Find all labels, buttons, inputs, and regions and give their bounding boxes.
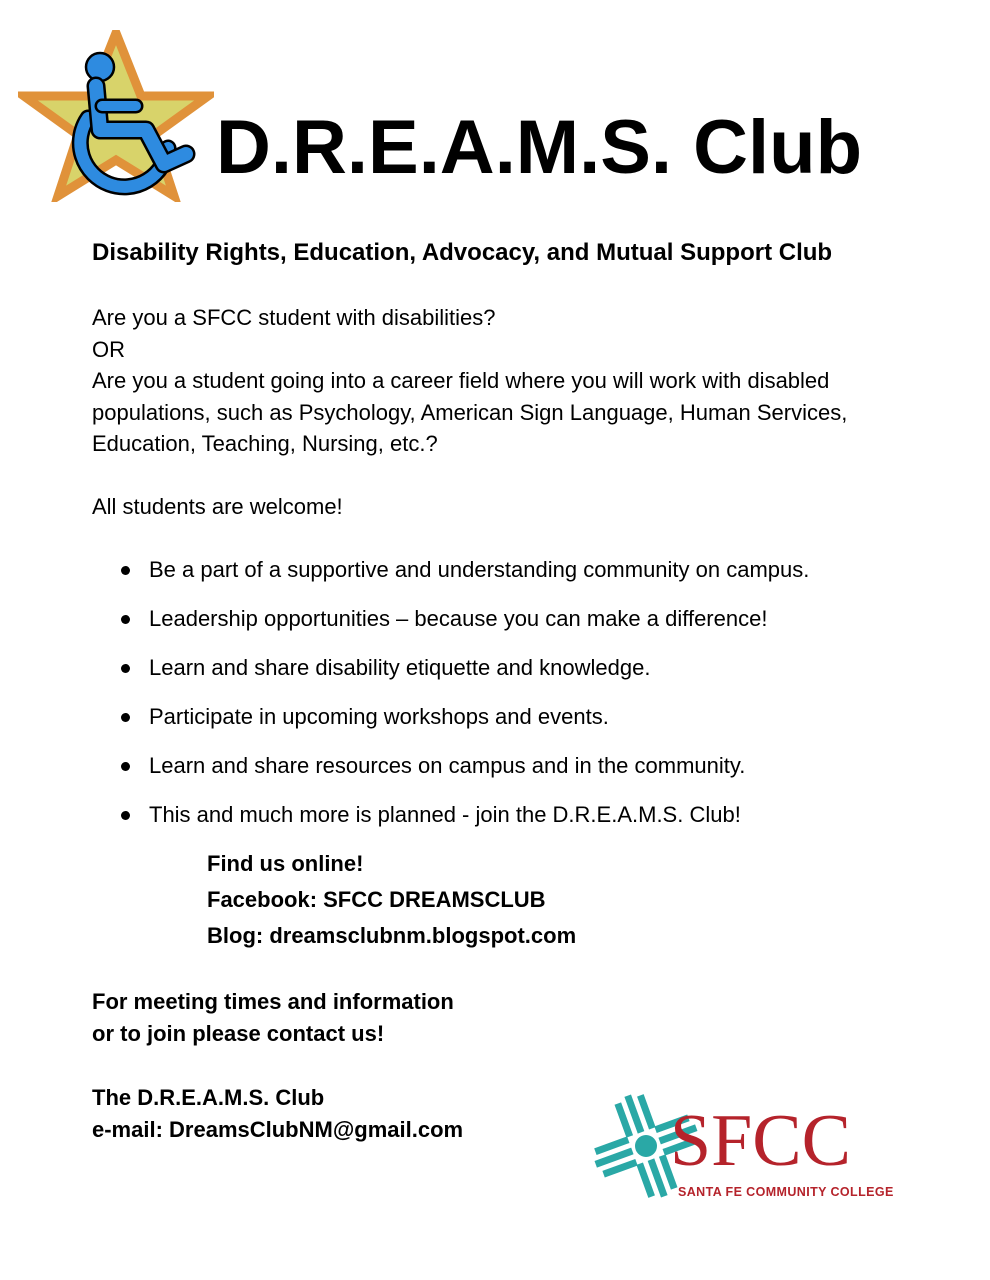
list-item	[92, 554, 809, 603]
benefit-text: This and much more is planned - join the D.R.E.A.M.S. Club!	[149, 802, 741, 827]
contact-block	[92, 1082, 463, 1146]
meeting-line-1: For meeting times and information	[92, 989, 454, 1014]
benefit-text: Learn and share resources on campus and in the community.	[149, 753, 746, 778]
contact-name: The D.R.E.A.M.S. Club	[92, 1085, 325, 1110]
welcome-text: All students are welcome!	[92, 494, 343, 519]
list-item	[92, 652, 809, 701]
benefits-list	[92, 554, 809, 848]
bullet-icon	[121, 762, 130, 771]
college-wordmark: SFCC	[670, 1100, 852, 1182]
benefit-text: Leadership opportunities – because you can make a difference!	[149, 606, 768, 631]
bullet-icon	[121, 713, 130, 722]
college-logo	[594, 1094, 894, 1204]
list-item	[92, 750, 809, 799]
intro-question-2	[92, 365, 912, 460]
benefit-text: Learn and share disability etiquette and knowledge.	[149, 655, 651, 680]
meeting-info	[92, 986, 454, 1050]
intro-or: OR	[92, 336, 125, 362]
bullet-icon	[121, 811, 130, 820]
facebook-link[interactable]: Facebook: SFCC DREAMSCLUB	[207, 887, 546, 912]
bullet-icon	[121, 615, 130, 624]
list-item	[92, 603, 809, 652]
online-block	[207, 846, 576, 954]
wheelchair-star-icon	[18, 30, 214, 202]
bullet-icon	[121, 664, 130, 673]
list-item	[92, 799, 809, 848]
intro-question-2-text: Are you a student going into a career field where you will work with disabled populations, such as Psychology, American Sign Language, Human Services, Education, Teaching, Nursing, etc.?	[92, 368, 848, 456]
page-title: D.R.E.A.M.S. Club	[216, 105, 862, 190]
college-name: SANTA FE COMMUNITY COLLEGE	[678, 1185, 894, 1199]
online-heading: Find us online!	[207, 851, 364, 876]
meeting-line-2: or to join please contact us!	[92, 1021, 385, 1046]
club-full-name: Disability Rights, Education, Advocacy, and Mutual Support Club	[92, 239, 833, 266]
benefit-text: Participate in upcoming workshops and events.	[149, 704, 609, 729]
benefit-text: Be a part of a supportive and understanding community on campus.	[149, 557, 810, 582]
list-item	[92, 701, 809, 750]
contact-email[interactable]: e-mail: DreamsClubNM@gmail.com	[92, 1117, 464, 1142]
intro-block	[92, 302, 912, 460]
blog-link[interactable]: Blog: dreamsclubnm.blogspot.com	[207, 923, 577, 948]
intro-question-1: Are you a SFCC student with disabilities?	[92, 305, 496, 330]
bullet-icon	[121, 566, 130, 575]
